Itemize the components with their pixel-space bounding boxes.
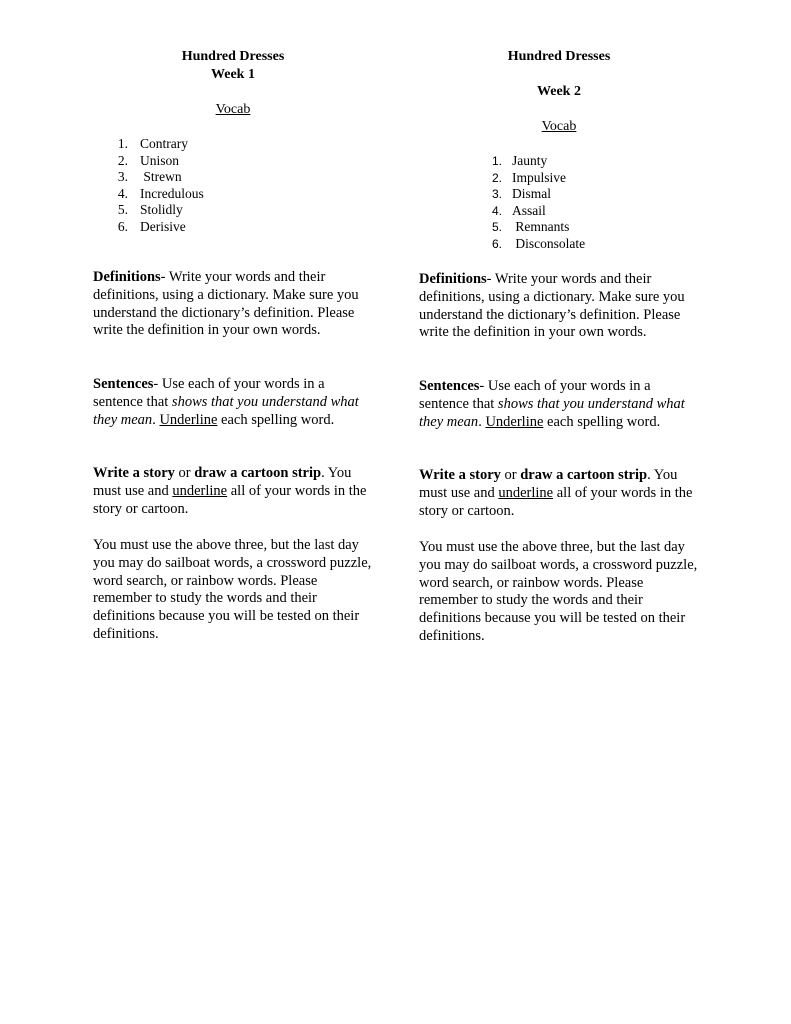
definitions-heading: Definitions [419,271,487,287]
list-number: 6. [117,218,128,234]
definitions-text: - Write your words and their definitions, using a dictionary. Make sure you understand the dictionary’s definition. Please write the definition in your own words. [419,271,685,341]
week1-vocab-heading: Vocab [215,102,251,117]
underline-word: underline [172,482,228,499]
story-text: . You must use and [419,467,678,501]
vocab-word: Remnants [512,219,570,234]
sentences-text-punct: . [152,411,160,428]
list-number: 3. [491,187,502,201]
sentences-italic-text: shows that you understand what they mean [93,393,359,428]
sentences-heading: Sentences [93,376,154,392]
week2-title: Hundred Dresses [507,49,611,64]
list-number: 1. [117,136,128,151]
week2-closing-paragraph: You must use the above three, but the last day you may do sailboat words, a crossword puzzle, word search, or rainbow words. Please remember to study the words and their definitions because you will be tested on their definitions. [419,539,698,644]
vocab-word: Impulsive [512,169,566,185]
cartoon-heading: draw a cartoon strip [194,465,322,481]
week1-story-paragraph [93,465,378,518]
story-text: . You must use and [93,465,352,499]
list-number: 1. [491,154,502,168]
sentences-italic-text: shows that you understand what they mean [419,395,685,430]
cartoon-heading: draw a cartoon strip [520,467,648,483]
story-text-end: all of your words in the story or cartoon. [419,484,693,519]
list-number: 2. [491,170,502,185]
sentences-text-end: each spelling word. [543,413,661,430]
vocab-word: Dismal [512,186,551,201]
sentences-text: - Use each of your words in a sentence that [419,378,651,412]
list-number: 5. [491,220,502,234]
vocab-word: Jaunty [512,153,548,168]
list-number: 4. [491,203,502,218]
list-number: 3. [117,169,128,184]
week2-definitions-paragraph [419,271,704,342]
underline-word: underline [498,484,554,501]
list-number: 4. [117,185,128,201]
vocab-word: Contrary [140,136,188,151]
underline-word: Underline [159,411,218,428]
vocab-word: Incredulous [140,185,204,201]
week2-vocab-heading: Vocab [541,119,577,134]
definitions-heading: Definitions [93,269,161,285]
week1-title: Hundred Dresses [181,49,285,64]
vocab-word: Unison [140,152,180,168]
story-or: or [500,467,521,483]
week2-story-paragraph [419,467,704,520]
list-number: 2. [117,152,128,168]
week1-week-label: Week 1 [211,67,255,82]
vocab-word: Derisive [140,218,186,234]
story-or: or [174,465,195,481]
sentences-text-end: each spelling word. [217,411,335,428]
week1-closing-paragraph: You must use the above three, but the last day you may do sailboat words, a crossword puzzle, word search, or rainbow words. Please remember to study the words and their definitions because you will be tested on their definitions. [93,537,372,642]
list-number: 6. [491,236,502,251]
vocab-word: Assail [512,202,546,218]
definitions-text: - Write your words and their definitions, using a dictionary. Make sure you understand the dictionary’s definition. Please write the definition in your own words. [93,269,359,339]
underline-word: Underline [485,413,544,430]
vocab-word: Stolidly [140,202,183,217]
week2-week-label: Week 2 [537,84,581,99]
week1-sentences-paragraph [93,376,378,429]
story-heading: Write a story [93,465,175,481]
week1-definitions-paragraph [93,269,378,340]
week2-sentences-paragraph [419,378,704,431]
sentences-text-punct: . [478,413,486,430]
sentences-heading: Sentences [419,378,480,394]
story-heading: Write a story [419,467,501,483]
vocab-word: Strewn [140,169,182,184]
list-number: 5. [117,202,128,217]
vocab-word: Disconsolate [512,235,586,251]
sentences-text: - Use each of your words in a sentence that [93,376,325,410]
story-text-end: all of your words in the story or cartoon. [93,482,367,517]
